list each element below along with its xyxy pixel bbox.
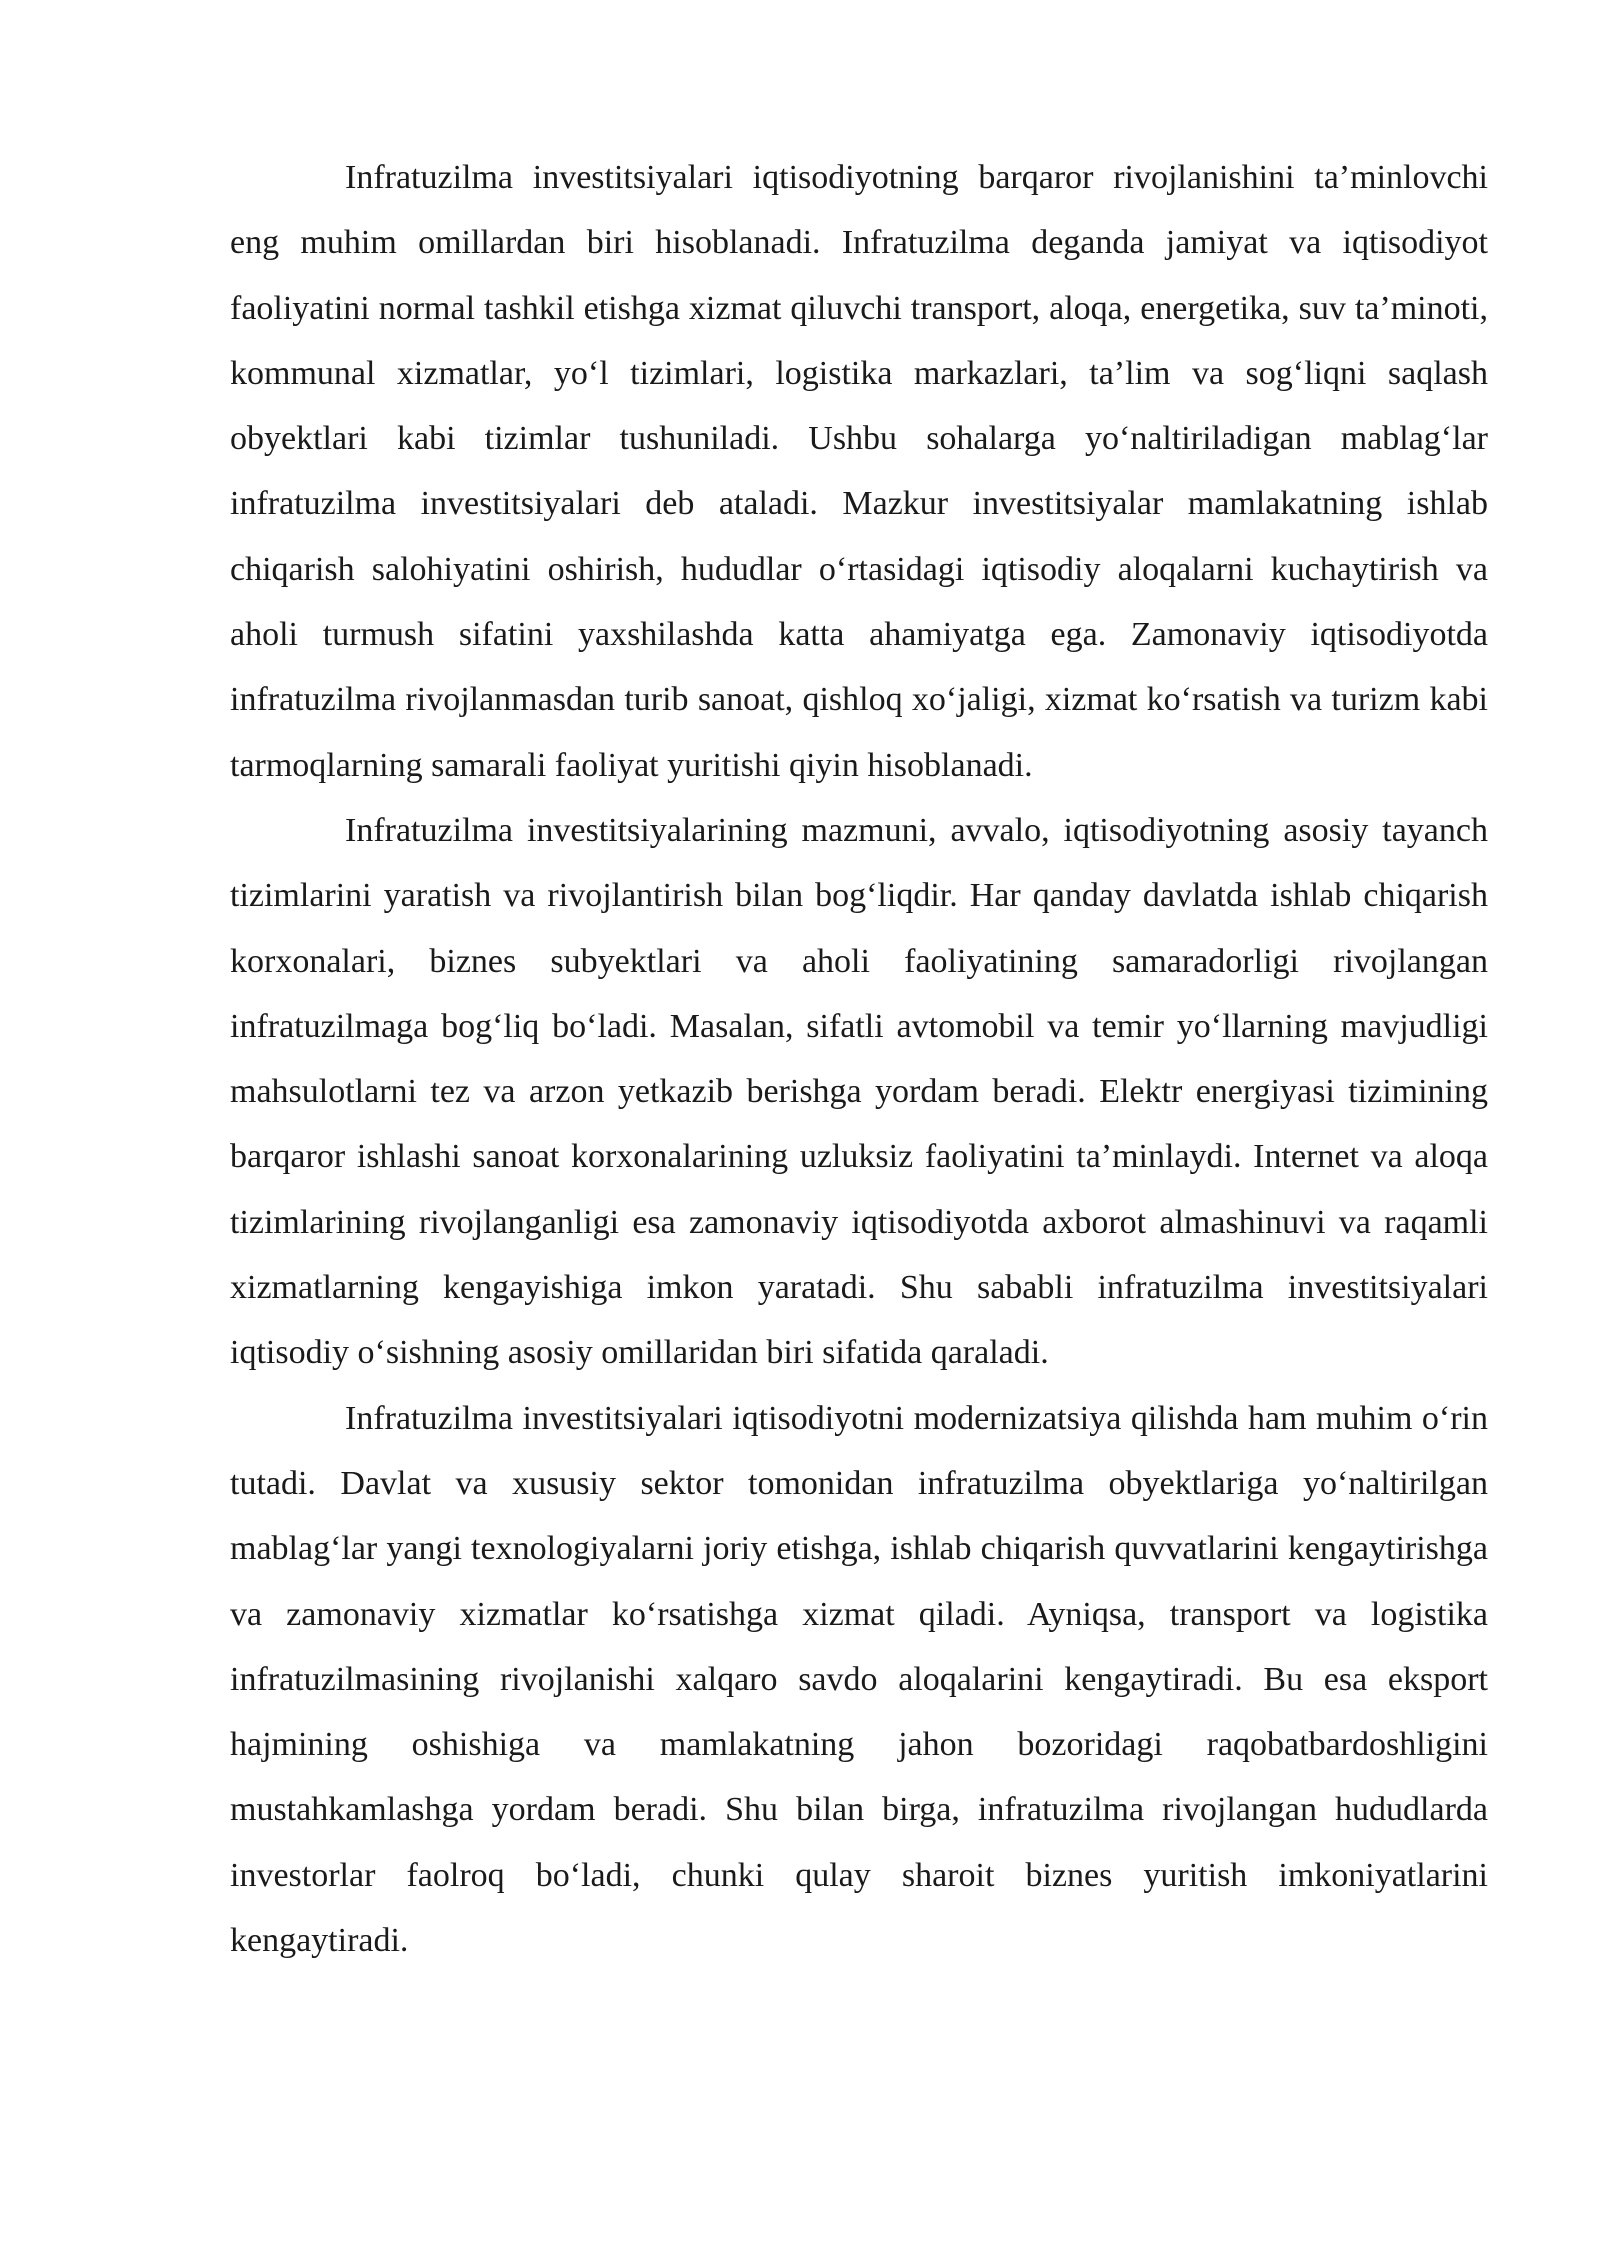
paragraph-3: Infratuzilma investitsiyalari iqtisodiyotni modernizatsiya qilishda ham muhim o‘rin tutadi. Davlat va xususiy sektor tomonidan infratuzilma obyektlariga yo‘naltirilgan mablag‘lar yangi texnologiyalarni joriy etishga, ishlab chiqarish quvvatlarini kengaytirishga va zamonaviy xizmatlar ko‘rsatishga xizmat qiladi. Ayniqsa, transport va logistika infratuzilmasining rivojlanishi xalqaro savdo aloqalarini kengaytiradi. Bu esa eksport hajmining oshishiga va mamlakatning jahon bozoridagi raqobatbardoshligini mustahkamlashga yordam beradi. Shu bilan birga, infratuzilma rivojlangan hududlarda investorlar faolroq bo‘ladi, chunki qulay sharoit biznes yuritish imkoniyatlarini kengaytiradi. [230, 1399, 1488, 1960]
paragraph-2: Infratuzilma investitsiyalarining mazmuni, avvalo, iqtisodiyotning asosiy tayanch tizimlarini yaratish va rivojlantirish bilan bog‘liqdir. Har qanday davlatda ishlab chiqarish korxonalari, biznes subyektlari va aholi faoliyatining samaradorligi rivojlangan infratuzilmaga bog‘liq bo‘ladi. Masalan, sifatli avtomobil va temir yo‘llarning mavjudligi mahsulotlarni tez va arzon yetkazib berishga yordam beradi. Elektr energiyasi tizimining barqaror ishlashi sanoat korxonalarining uzluksiz faoliyatini ta’minlaydi. Internet va aloqa tizimlarining rivojlanganligi esa zamonaviy iqtisodiyotda axborot almashinuvi va raqamli xizmatlarning kengayishiga imkon yaratadi. Shu sababli infratuzilma investitsiyalari iqtisodiy o‘sishning asosiy omillaridan biri sifatida qaraladi. [230, 811, 1488, 1372]
body-text [230, 145, 1488, 1973]
paragraph-1: Infratuzilma investitsiyalari iqtisodiyotning barqaror rivojlanishini ta’minlovchi eng muhim omillardan biri hisoblanadi. Infratuzilma deganda jamiyat va iqtisodiyot faoliyatini normal tashkil etishga xizmat qiluvchi transport, aloqa, energetika, suv ta’minoti, kommunal xizmatlar, yo‘l tizimlari, logistika markazlari, ta’lim va sog‘liqni saqlash obyektlari kabi tizimlar tushuniladi. Ushbu sohalarga yo‘naltiriladigan mablag‘lar infratuzilma investitsiyalari deb ataladi. Mazkur investitsiyalar mamlakatning ishlab chiqarish salohiyatini oshirish, hududlar o‘rtasidagi iqtisodiy aloqalarni kuchaytirish va aholi turmush sifatini yaxshilashda katta ahamiyatga ega. Zamonaviy iqtisodiyotda infratuzilma rivojlanmasdan turib sanoat, qishloq xo‘jaligi, xizmat ko‘rsatish va turizm kabi tarmoqlarning samarali faoliyat yuritishi qiyin hisoblanadi. [230, 159, 1488, 784]
